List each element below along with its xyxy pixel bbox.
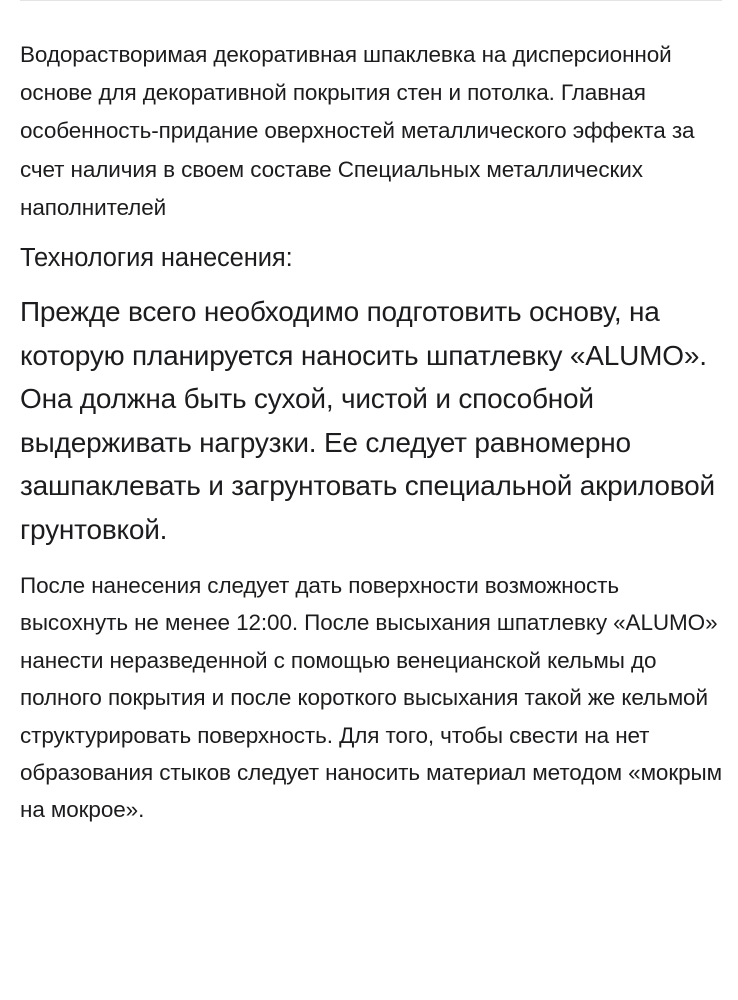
intro-paragraph: Водорастворимая декоративная шпаклевка на дисперсионной основе для декоративной покрытия стен и потолка. Главная особенность-придание оверхностей металлического эффекта за счет наличия в своем составе Специальных металлических наполнителей bbox=[20, 42, 695, 220]
top-divider bbox=[20, 0, 722, 1]
lead-paragraph: Прежде всего необходимо подготовить основу, на которую планируется наносить шпатлевку «ALUMO». Она должна быть сухой, чистой и способной выдерживать нагрузки. Ее следует равномерно зашпаклевать и загрунтовать специальной акриловой грунтовкой. bbox=[20, 296, 715, 545]
article-content bbox=[20, 36, 725, 829]
body-paragraph: После нанесения следует дать поверхности возможность высохнуть не менее 12:00. После высыхания шпатлевку «ALUMO» нанести неразведенной с помощью венецианской кельмы до полного покрытия и после короткого высыхания такой же кельмой структурировать поверхность. Для того, чтобы свести на нет образования стыков следует наносить материал методом «мокрым на мокрое». bbox=[20, 573, 722, 823]
section-heading: Технология нанесения: bbox=[20, 244, 293, 273]
